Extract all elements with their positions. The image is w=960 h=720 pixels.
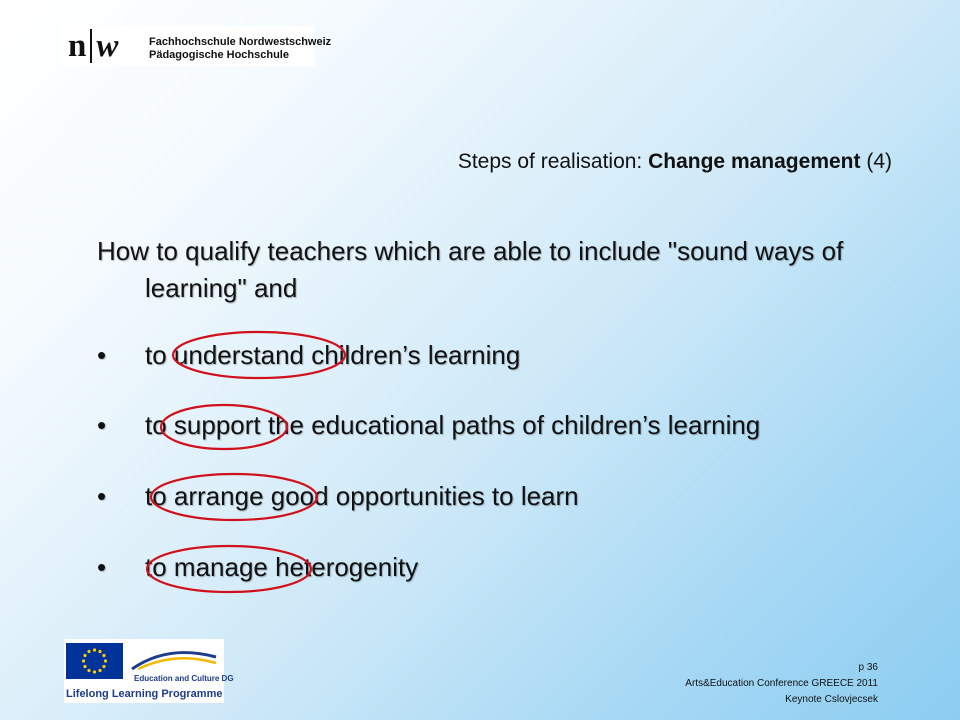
eu-star [93,648,96,651]
eu-star [87,650,90,653]
eu-star [104,659,107,662]
bullet-symbol: • [97,410,107,440]
author-name: Keynote Cslovjecsek [785,694,878,705]
eu-flag-icon [66,643,123,679]
subtitle-bold: Change management [648,150,861,173]
eu-star [82,659,85,662]
page-number: p 36 [858,662,878,673]
intro-text: How to qualify teachers which are able to include "sound ways of learning" and [97,236,844,303]
eu-star [93,670,96,673]
subtitle-prefix: Steps of realisation: [457,150,649,173]
highlight-ellipse-arrange [151,474,317,520]
eu-swoosh-icon [128,645,220,673]
logo-letter-n: n [68,27,87,64]
subtitle-suffix: (4) [860,150,892,173]
institution-line-1: Fachhochschule Nordwestschweiz [149,36,332,48]
bullet-symbol: • [97,340,107,370]
eu-star [102,665,105,668]
bullet-text: to support the educational paths of children’s learning [145,410,761,440]
eu-star [98,650,101,653]
eu-star [83,665,86,668]
eu-dg-label: Education and Culture DG [134,674,234,683]
eu-star [102,654,105,657]
eu-stars-icon [66,643,123,679]
conference-name: Arts&Education Conference GREECE 2011 [685,678,878,689]
eu-star [98,669,101,672]
bullet-symbol: • [97,552,107,582]
highlight-ellipse-understand [173,332,345,378]
eu-star [87,669,90,672]
logo-letter-w: w [96,27,119,64]
bullet-text: to understand children’s learning [145,340,521,370]
bullet-text: to arrange good opportunities to learn [145,481,579,511]
bullet-symbol: • [97,481,107,511]
institution-line-2: Pädagogische Hochschule [149,49,289,61]
bullet-text: to manage heterogenity [145,552,419,582]
eu-star [83,654,86,657]
highlight-ellipse-support [161,405,287,449]
eu-programme-label: Lifelong Learning Programme [66,688,223,700]
highlight-ellipse-manage [147,546,311,592]
